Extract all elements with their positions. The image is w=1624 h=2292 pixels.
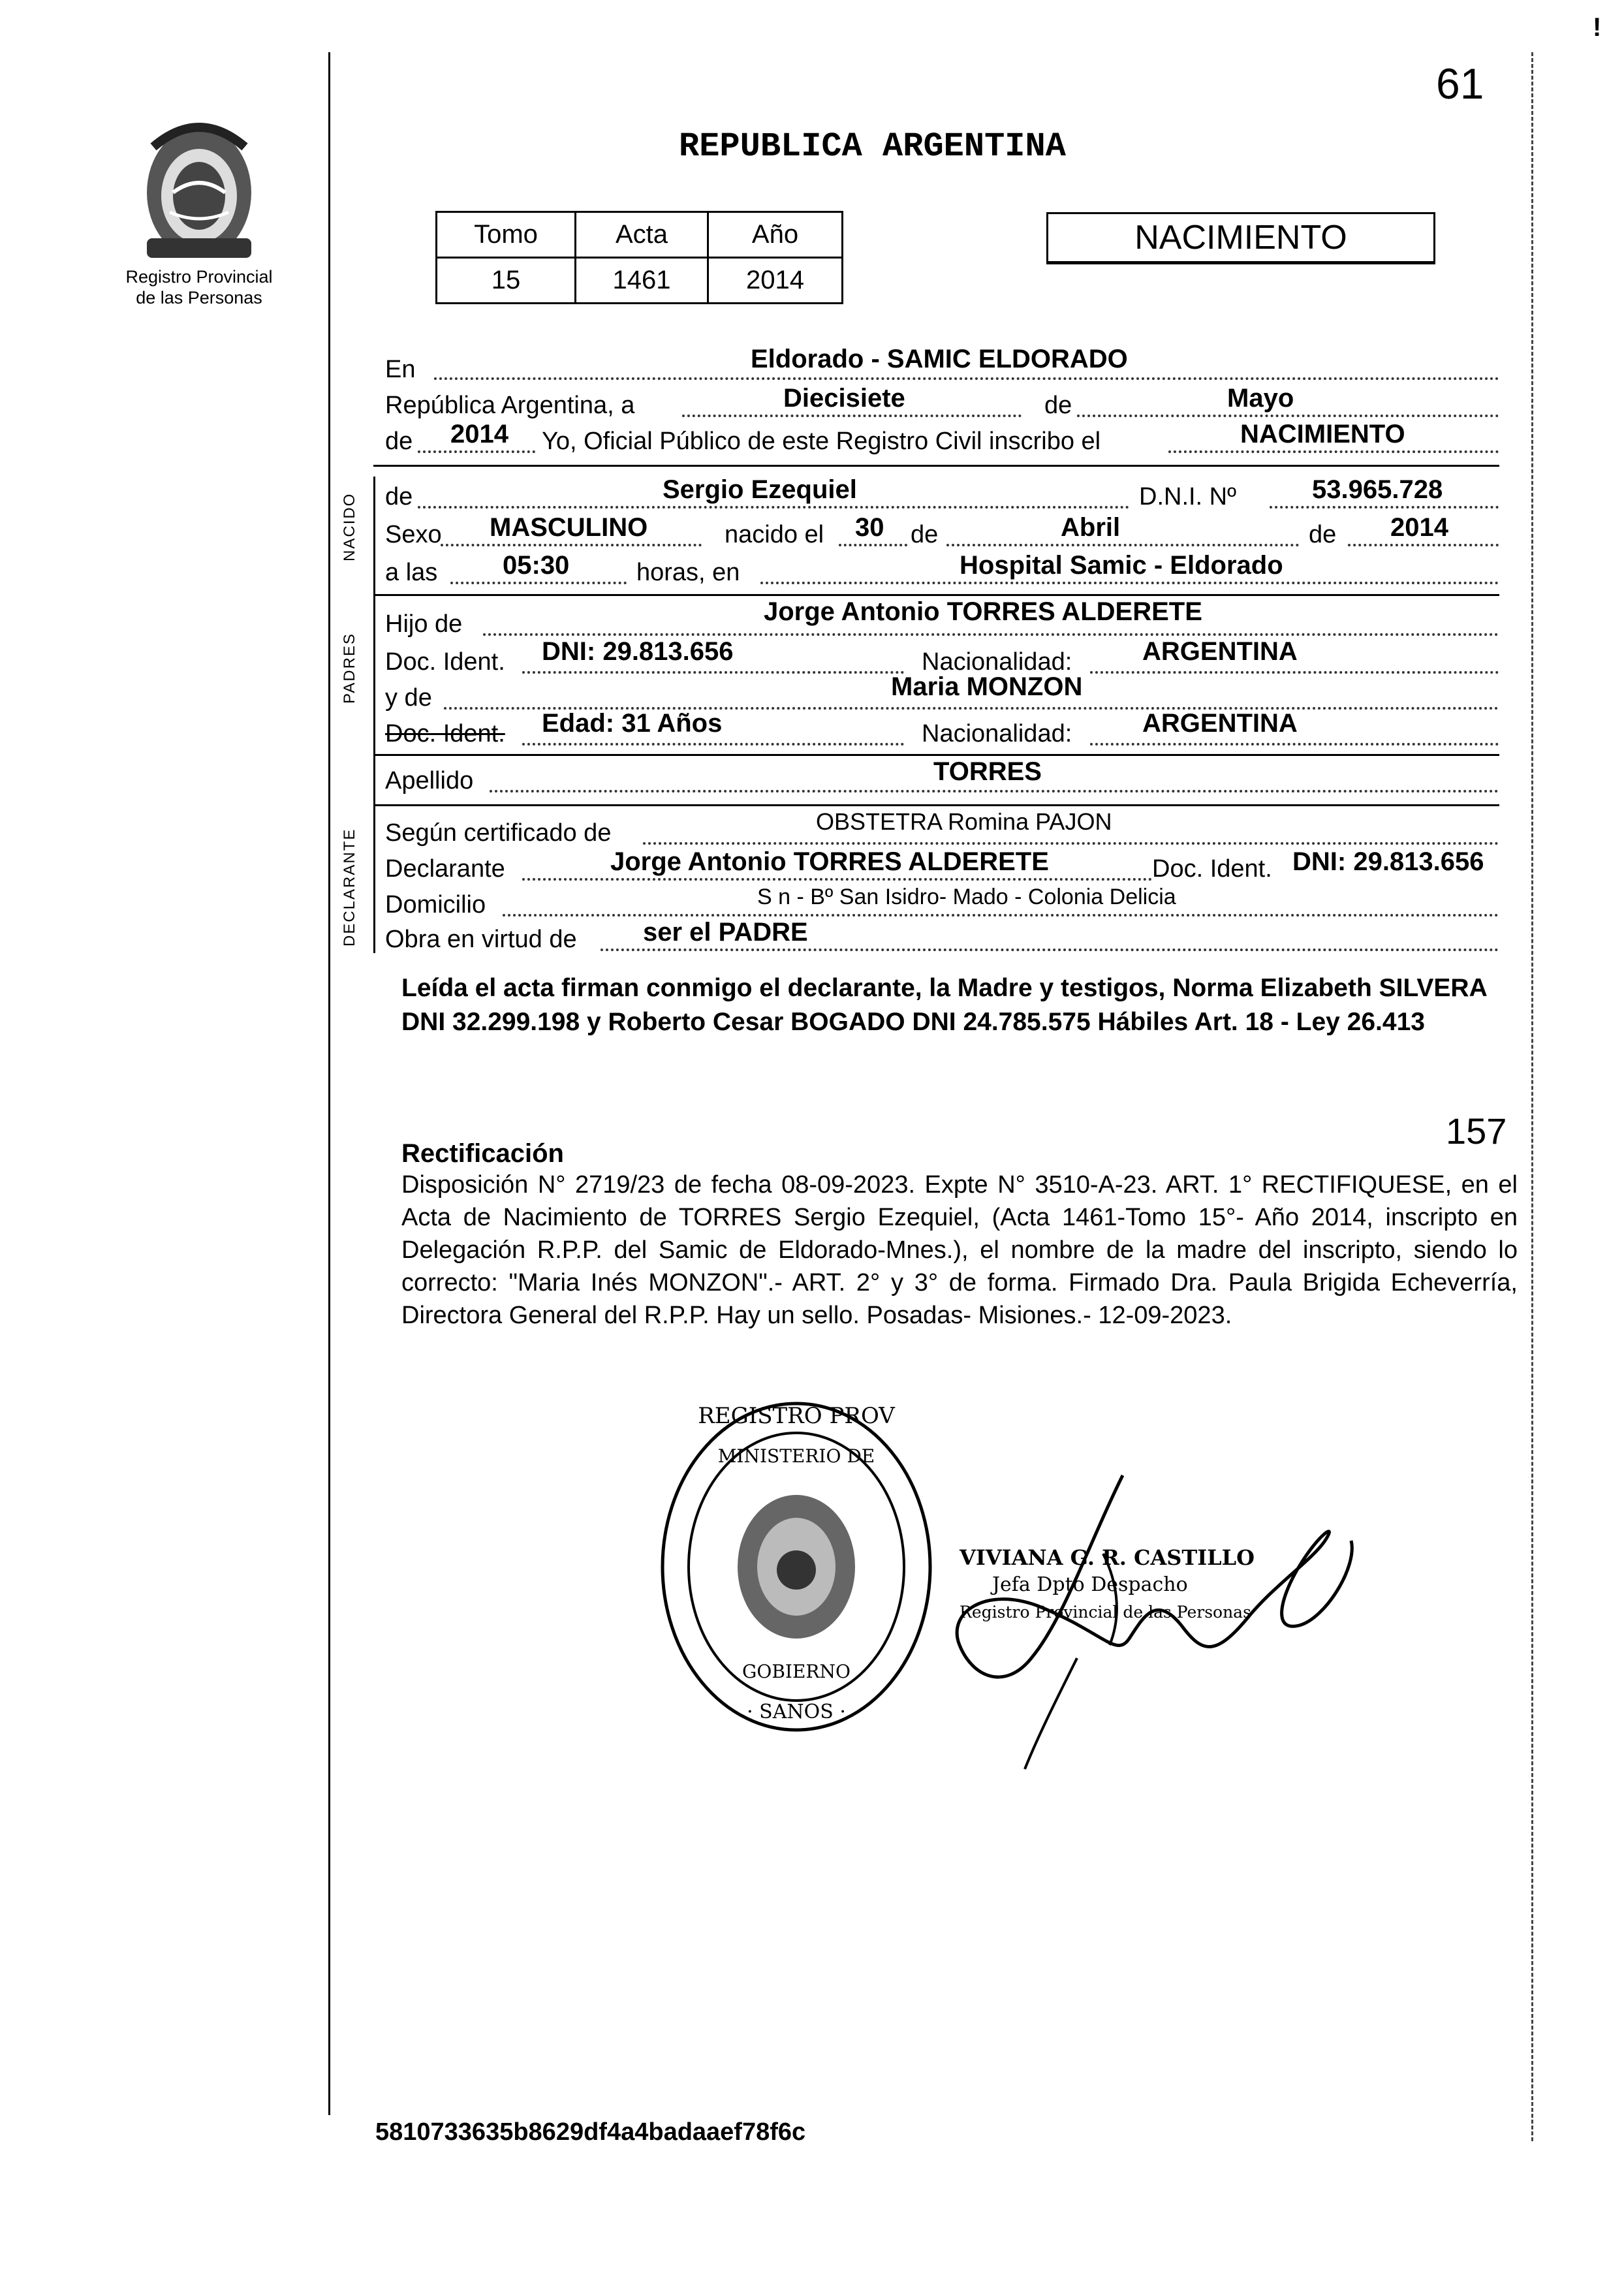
- official-stamp: [653, 1397, 940, 1736]
- acta-value: 1461: [576, 258, 708, 304]
- dots-tipo: [1168, 450, 1499, 453]
- registry-label-line1: Registro Provincial: [125, 267, 273, 287]
- separator-3: [373, 754, 1499, 756]
- act-type-box: [1046, 212, 1435, 264]
- label-a-las: a las: [385, 559, 438, 586]
- value-dia: Diecisiete: [783, 384, 905, 413]
- registry-label: [104, 266, 294, 308]
- value-dia-nac: 30: [855, 513, 884, 542]
- value-madre-edad: Edad: 31 Años: [542, 709, 723, 738]
- label-de3: de: [385, 483, 413, 510]
- dots-certificado: [643, 842, 1499, 845]
- value-hora: 05:30: [503, 551, 570, 580]
- dots-mes-nac: [946, 544, 1299, 546]
- dots-en: [434, 377, 1499, 380]
- dots-madre-edad: [522, 743, 904, 746]
- value-lugar-nac: Hospital Samic - Eldorado: [960, 551, 1283, 580]
- dots-nombre: [418, 506, 1129, 509]
- dots-declarante: [522, 878, 1152, 881]
- value-sexo: MASCULINO: [490, 513, 648, 542]
- page-number: 61: [1436, 59, 1484, 108]
- rectificacion-number: 157: [1446, 1110, 1507, 1152]
- closing-text: Leída el acta firman conmigo el declarante, la Madre y testigos, Norma Elizabeth SILVERA DNI 32.299.198 y Roberto Cesar BOGADO DNI 24.785.575 Hábiles Art. 18 - Ley 26.413: [401, 974, 1487, 1036]
- separator-1: [373, 465, 1499, 467]
- separator-2: [373, 594, 1499, 596]
- label-dni: D.N.I. Nº: [1139, 483, 1236, 510]
- right-margin-line: [1531, 52, 1533, 2141]
- value-anio: 2014: [450, 420, 508, 448]
- dots-domicilio: [503, 914, 1499, 917]
- province-logo: [134, 114, 264, 268]
- label-sexo: Sexo: [385, 521, 442, 548]
- anio-header: Año: [708, 212, 843, 258]
- form-left-rule: [373, 477, 375, 953]
- rectificacion-body: Disposición N° 2719/23 de fecha 08-09-2023. Expte N° 3510-A-23. ART. 1° RECTIFIQUESE, en el Acta de Nacimiento de TORRES Sergio Ezequiel, (Acta 1461-Tomo 15°- Año 2014, inscripto en Delegación R.P.P. del Samic de Eldorado-Mnes.), el nombre de la madre del inscripto, siendo lo correcto: "Maria Inés MONZON".- ART. 2° y 3° de forma. Firmado Dra. Paula Brigida Echeverría, Directora General del R.P.P. Hay un sello. Posadas- Misiones.- 12-09-2023.: [401, 1171, 1518, 1329]
- dots-dia: [682, 415, 1022, 417]
- country-title: REPUBLICA ARGENTINA: [679, 127, 1066, 166]
- handwritten-signature: [907, 1462, 1377, 1776]
- side-label-nacido: NACIDO: [341, 492, 358, 561]
- label-nacionalidad: Nacionalidad:: [922, 648, 1072, 676]
- value-padre: Jorge Antonio TORRES ALDERETE: [764, 597, 1202, 626]
- value-padre-doc: DNI: 29.813.656: [542, 637, 734, 666]
- dots-dni: [1270, 506, 1499, 509]
- acta-header: Acta: [576, 212, 708, 258]
- signer-name: VIVIANA G. R. CASTILLO: [960, 1545, 1255, 1570]
- signer-role: Jefa Dpto Despacho: [992, 1573, 1188, 1596]
- value-padre-nac: ARGENTINA: [1142, 637, 1298, 666]
- value-apellido: TORRES: [933, 757, 1042, 786]
- dots-anio-nac: [1348, 544, 1499, 546]
- label-domicilio: Domicilio: [385, 891, 486, 918]
- label-segun: Según certificado de: [385, 819, 612, 847]
- rectificacion-title: Rectificación: [401, 1139, 564, 1168]
- document-hash: 5810733635b8629df4a4badaaef78f6c: [375, 2118, 806, 2146]
- dots-padre-doc: [522, 671, 904, 674]
- svg-text:· SANOS ·: · SANOS ·: [747, 1701, 846, 1723]
- signer-org: Registro Provincial de las Personas: [960, 1603, 1251, 1622]
- dots-madre-nac: [1090, 743, 1499, 746]
- side-label-padres: PADRES: [341, 633, 358, 704]
- value-domicilio: S n - Bº San Isidro- Mado - Colonia Delicia: [757, 885, 1176, 909]
- label-de4: de: [911, 521, 939, 548]
- label-declarante: Declarante: [385, 855, 505, 883]
- label-de1: de: [1044, 392, 1072, 419]
- register-table: [435, 211, 843, 304]
- dots-anio: [418, 450, 535, 453]
- label-horas: horas, en: [636, 559, 740, 586]
- value-dni: 53.965.728: [1312, 475, 1443, 504]
- label-apellido: Apellido: [385, 767, 474, 794]
- value-mes-nac: Abril: [1061, 513, 1121, 542]
- value-lugar: Eldorado - SAMIC ELDORADO: [751, 345, 1128, 373]
- top-mark: !: [1593, 13, 1602, 42]
- dots-apellido: [490, 790, 1499, 793]
- dots-lugar-nac: [760, 582, 1499, 584]
- label-nacionalidad2: Nacionalidad:: [922, 720, 1072, 747]
- value-tipo: NACIMIENTO: [1240, 420, 1405, 448]
- dots-padre: [483, 633, 1499, 636]
- value-mes: Mayo: [1227, 384, 1294, 413]
- label-obra: Obra en virtud de: [385, 926, 577, 953]
- label-en: En: [385, 356, 416, 383]
- label-hijo-de: Hijo de: [385, 610, 463, 638]
- dots-sexo: [441, 544, 702, 546]
- label-nacido-el: nacido el: [725, 521, 824, 548]
- label-doc-ident-struck: Doc. Ident.: [385, 720, 505, 747]
- label-doc-ident: Doc. Ident.: [385, 648, 505, 676]
- value-declarante: Jorge Antonio TORRES ALDERETE: [610, 847, 1049, 876]
- separator-4: [373, 804, 1499, 806]
- label-yo: Yo, Oficial Público de este Registro Civil inscribo el: [542, 428, 1101, 455]
- label-republica: República Argentina, a: [385, 392, 635, 419]
- anio-value: 2014: [708, 258, 843, 304]
- value-nombre: Sergio Ezequiel: [663, 475, 857, 504]
- value-madre-nac: ARGENTINA: [1142, 709, 1298, 738]
- value-obra: ser el PADRE: [643, 918, 808, 947]
- label-de2: de: [385, 428, 413, 455]
- svg-text:MINISTERIO DE: MINISTERIO DE: [717, 1445, 875, 1467]
- dots-mes: [1077, 415, 1499, 417]
- left-margin-line: [328, 52, 330, 2115]
- dots-hora: [450, 582, 627, 584]
- label-de5: de: [1309, 521, 1337, 548]
- svg-text:GOBIERNO: GOBIERNO: [742, 1661, 851, 1682]
- value-certificado: OBSTETRA Romina PAJON: [816, 808, 1112, 835]
- tomo-header: Tomo: [437, 212, 576, 258]
- value-madre: Maria MONZON: [891, 672, 1083, 701]
- label-y-de: y de: [385, 684, 432, 712]
- svg-text:REGISTRO PROV: REGISTRO PROV: [698, 1403, 895, 1429]
- dots-dia-nac: [839, 544, 907, 546]
- registry-label-line2: de las Personas: [136, 288, 262, 307]
- act-type: NACIMIENTO: [1134, 219, 1347, 257]
- dots-obra: [601, 949, 1499, 951]
- label-doc-ident2: Doc. Ident.: [1152, 855, 1272, 883]
- value-declarante-doc: DNI: 29.813.656: [1292, 847, 1484, 876]
- tomo-value: 15: [437, 258, 576, 304]
- dots-padre-nac: [1090, 671, 1499, 674]
- value-anio-nac: 2014: [1390, 513, 1448, 542]
- side-label-declarante: DECLARANTE: [341, 828, 358, 947]
